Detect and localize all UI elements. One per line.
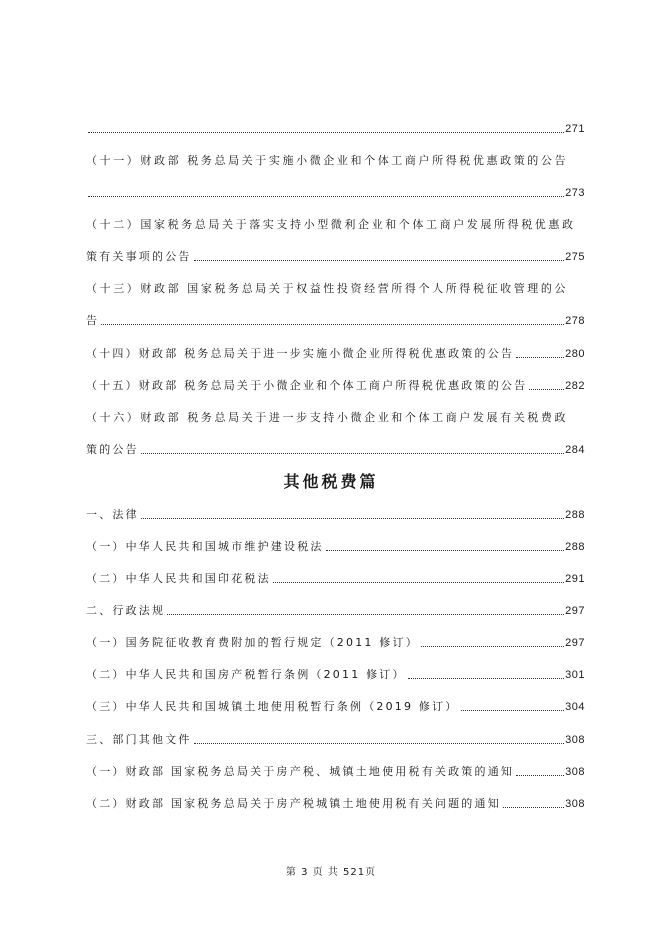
dot-leader <box>88 131 564 133</box>
toc-entry-text: （十三）财政部 国家税务总局关于权益性投资经营所得个人所得税征收管理的公 <box>86 282 569 295</box>
toc-page-number: 297 <box>565 637 585 649</box>
toc-entry-text: （二）财政部 国家税务总局关于房产税城镇土地使用税有关问题的通知 <box>86 797 501 810</box>
toc-page-number: 291 <box>565 573 585 585</box>
dot-leader <box>141 517 564 519</box>
toc-entry[interactable] <box>86 664 585 682</box>
dot-leader <box>273 581 564 583</box>
toc-entry[interactable] <box>86 504 585 522</box>
dot-leader <box>194 259 565 261</box>
toc-entry[interactable] <box>86 278 585 296</box>
toc-entry-text: （一）财政部 国家税务总局关于房产税、城镇土地使用税有关政策的通知 <box>86 765 515 778</box>
toc-page-number: 271 <box>565 123 585 135</box>
toc-page-number: 288 <box>565 509 585 521</box>
toc-entry[interactable] <box>86 761 585 779</box>
dot-leader <box>167 613 564 615</box>
toc-entry-text: （十五）财政部 税务总局关于小微企业和个体工商户所得税优惠政策的公告 <box>86 379 528 392</box>
toc-entry-text: （十二）国家税务总局关于落实支持小型微利企业和个体工商户发展所得税优惠政 <box>86 218 576 231</box>
dot-leader <box>326 549 565 551</box>
dot-leader <box>461 709 565 711</box>
toc-page-number: 284 <box>565 444 585 456</box>
page-footer: 第 3 页 共 521页 <box>285 867 377 878</box>
toc-page-number: 304 <box>565 701 585 713</box>
toc-entry-text: （十六）财政部 税务总局关于进一步支持小微企业和个体工商户发展有关税费政 <box>86 411 569 424</box>
toc-entry[interactable] <box>86 568 585 586</box>
toc-entry-text: 一、法律 <box>86 508 139 521</box>
dot-leader <box>141 452 564 454</box>
toc-entry[interactable] <box>86 536 585 554</box>
dot-leader <box>194 742 565 744</box>
toc-page-number: 273 <box>565 187 585 199</box>
toc-entry[interactable] <box>86 246 585 264</box>
toc-entry[interactable] <box>86 310 585 328</box>
toc-entry[interactable] <box>86 729 585 747</box>
toc-entry-text: 二、行政法规 <box>86 604 166 617</box>
toc-entry[interactable] <box>86 343 585 361</box>
toc-entry-text: （十四）财政部 税务总局关于进一步实施小微企业所得税优惠政策的公告 <box>86 347 515 360</box>
toc-page-number: 308 <box>565 734 585 746</box>
toc-entry[interactable] <box>86 407 585 425</box>
toc-entry-text: （十一）财政部 税务总局关于实施小微企业和个体工商户所得税优惠政策的公告 <box>86 154 569 167</box>
dot-leader <box>516 774 564 776</box>
toc-entry[interactable] <box>86 632 585 650</box>
toc-entry[interactable] <box>86 150 585 168</box>
toc-entry-text: 策的公告 <box>86 443 139 456</box>
toc-entry[interactable] <box>86 375 585 393</box>
toc-page-number: 278 <box>565 315 585 327</box>
toc-page-number: 301 <box>565 669 585 681</box>
dot-leader <box>503 806 564 808</box>
toc-entry[interactable] <box>86 118 585 136</box>
toc-entry-text: 策有关事项的公告 <box>86 250 192 263</box>
toc-entry[interactable] <box>86 600 585 618</box>
toc-entry-text: （二）中华人民共和国房产税暂行条例（2011 修订） <box>86 668 406 681</box>
toc-entry[interactable] <box>86 793 585 811</box>
toc-entry-text: 告 <box>86 314 100 327</box>
dot-leader <box>408 677 564 679</box>
toc-page-number: 275 <box>565 251 585 263</box>
toc-entry-text: （二）中华人民共和国印花税法 <box>86 572 271 585</box>
dot-leader <box>516 356 564 358</box>
dot-leader <box>101 323 564 325</box>
toc-entry[interactable] <box>86 439 585 457</box>
toc-entry-text: （三）中华人民共和国城镇土地使用税暂行条例（2019 修订） <box>86 700 459 713</box>
toc-entry-text: 三、部门其他文件 <box>86 733 192 746</box>
toc-page-number: 297 <box>565 605 585 617</box>
toc-page-number: 308 <box>565 798 585 810</box>
toc-entry[interactable] <box>86 182 585 200</box>
dot-leader <box>529 388 564 390</box>
toc-entry-text: （一）中华人民共和国城市维护建设税法 <box>86 540 324 553</box>
section-heading: 其他税费篇 <box>283 472 379 491</box>
dot-leader <box>421 645 564 647</box>
dot-leader <box>88 195 564 197</box>
toc-page-number: 288 <box>565 541 585 553</box>
toc-page-number: 308 <box>565 766 585 778</box>
toc-entry[interactable] <box>86 696 585 714</box>
toc-entry[interactable] <box>86 214 585 232</box>
toc-page-number: 280 <box>565 348 585 360</box>
toc-page-number: 282 <box>565 380 585 392</box>
toc-entry-text: （一）国务院征收教育费附加的暂行规定（2011 修订） <box>86 636 419 649</box>
